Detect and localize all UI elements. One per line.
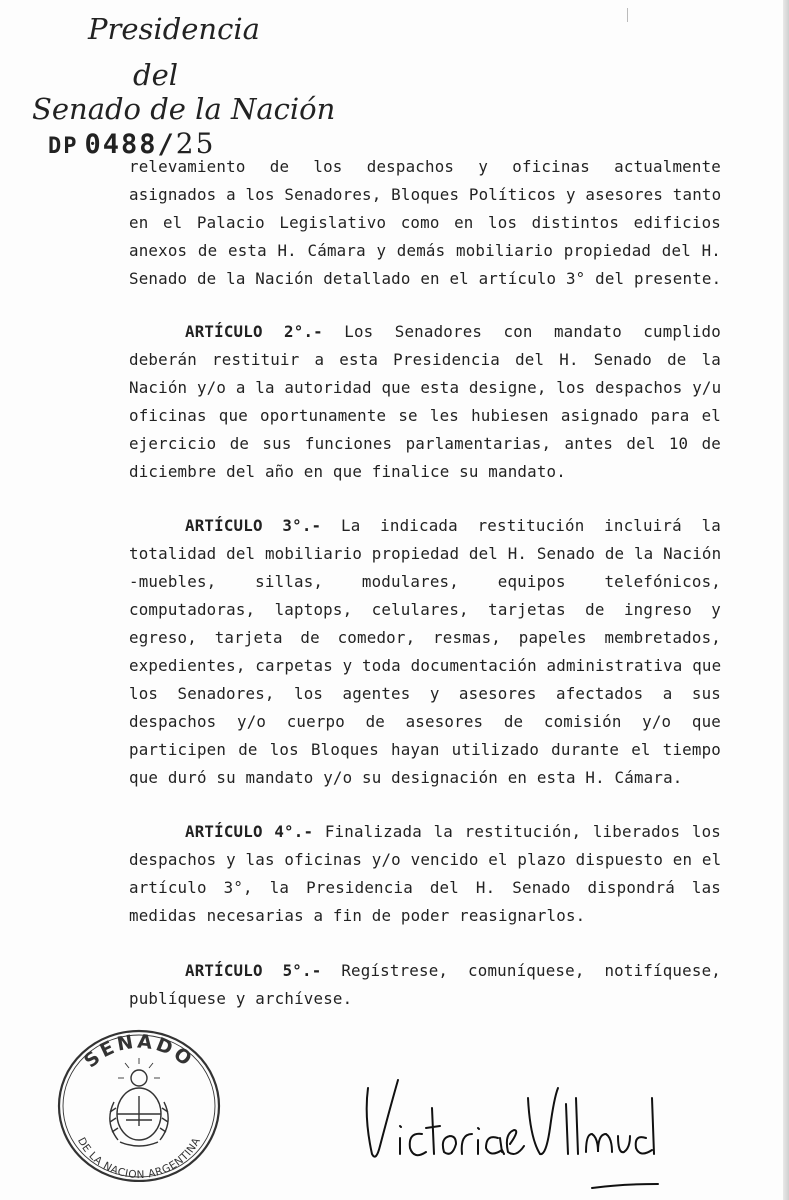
text-line: relevamiento de los despachos y oficinas actualmente	[129, 157, 721, 176]
text-fragment: Regístrese, comuníquese, notifíquese,	[341, 961, 721, 980]
handwritten-signature	[360, 1068, 660, 1198]
text-line: que duró su mandato y/o su designación en esta H. Cámara.	[129, 768, 683, 787]
article-heading: ARTÍCULO 4°.-	[185, 822, 314, 841]
text-line: egreso, tarjeta de comedor, resmas, papeles membretados,	[129, 628, 721, 647]
article-2	[129, 318, 721, 486]
article-4	[129, 818, 721, 930]
page-edge	[783, 0, 789, 1200]
text-line: oficinas que oportunamente se les hubiesen asignado para el	[129, 406, 721, 425]
text-line: -muebles, sillas, modulares, equipos telefónicos,	[129, 572, 721, 591]
text-line: anexos de esta H. Cámara y demás mobiliario propiedad del H.	[129, 241, 721, 260]
text-line: Senado de la Nación detallado en el artículo 3° del presente.	[129, 269, 721, 288]
text-line: artículo 3°, la Presidencia del H. Senado dispondrá las	[129, 878, 721, 897]
text-line: diciembre del año en que finalice su mandato.	[129, 462, 566, 481]
letterhead-line-2: del	[133, 58, 179, 92]
text-line: publíquese y archívese.	[129, 989, 353, 1008]
text-line: medidas necesarias a fin de poder reasignarlos.	[129, 906, 586, 925]
seal-bottom-text: DE LA NACION ARGENTINA	[74, 1135, 204, 1182]
doc-number: 0488/	[84, 129, 176, 160]
text-line: ejercicio de sus funciones parlamentarias, antes del 10 de	[129, 434, 721, 453]
article-heading: ARTÍCULO 3°.-	[185, 516, 322, 535]
article-heading: ARTÍCULO 2°.-	[185, 322, 323, 341]
text-line: totalidad del mobiliario propiedad del H. Senado de la Nación	[129, 544, 721, 563]
article-heading: ARTÍCULO 5°.-	[185, 961, 322, 980]
scan-mark	[627, 8, 638, 22]
text-line: despachos y/o cuerpo de asesores de comisión y/o que	[129, 712, 721, 731]
letterhead-line-3: Senado de la Nación	[32, 92, 336, 126]
text-line: expedientes, carpetas y toda documentación administrativa que	[129, 656, 721, 675]
seal-top-text: SENADO	[79, 1030, 198, 1073]
article-first-line	[129, 818, 721, 846]
text-fragment: Los Senadores con mandato cumplido	[344, 322, 721, 341]
article-first-line	[129, 318, 721, 346]
text-line: computadoras, laptops, celulares, tarjetas de ingreso y	[129, 600, 721, 619]
article-first-line	[129, 957, 721, 985]
text-line: en el Palacio Legislativo como en los distintos edificios	[129, 213, 721, 232]
article-first-line	[129, 512, 721, 540]
senate-seal-stamp	[54, 1022, 224, 1182]
text-fragment: Finalizada la restitución, liberados los	[324, 822, 721, 841]
article-5	[129, 957, 721, 1013]
paragraph-continuation	[129, 153, 721, 293]
text-line: deberán restituir a esta Presidencia del H. Senado de la	[129, 350, 721, 369]
doc-prefix: DP	[48, 134, 79, 159]
text-fragment: La indicada restitución incluirá la	[341, 516, 721, 535]
text-line: despachos y las oficinas y/o vencido el plazo dispuesto en el	[129, 850, 721, 869]
coat-of-arms-icon	[110, 1058, 168, 1146]
text-line: Nación y/o a la autoridad que esta designe, los despachos y/u	[129, 378, 721, 397]
text-line: participen de los Bloques hayan utilizado durante el tiempo	[129, 740, 721, 759]
text-line: los Senadores, los agentes y asesores afectados a sus	[129, 684, 721, 703]
doc-year: 25	[175, 127, 216, 160]
letterhead-line-1: Presidencia	[88, 12, 260, 46]
article-3	[129, 512, 721, 792]
text-line: asignados a los Senadores, Bloques Políticos y asesores tanto	[129, 185, 721, 204]
